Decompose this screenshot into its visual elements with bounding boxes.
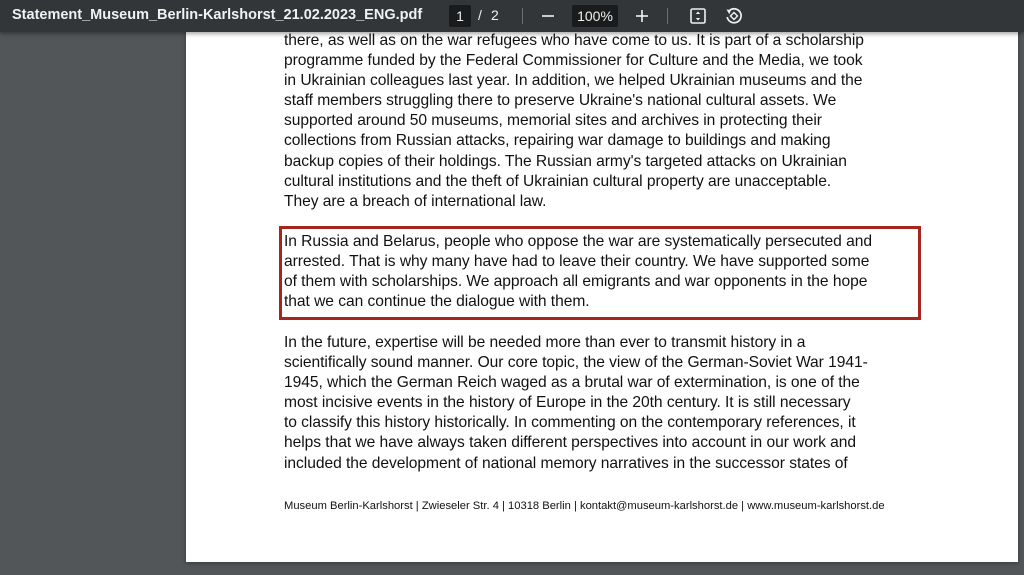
zoom-in-icon	[635, 9, 649, 23]
text-line: scientifically sound manner. Our core topic, the view of the German-Soviet War 1941-	[284, 354, 868, 372]
zoom-out-icon	[541, 9, 555, 23]
page-footer: Museum Berlin-Karlshorst | Zwieseler Str. 4 | 10318 Berlin | kontakt@museum-karlshorst.de | www.museum-karlshorst.de	[284, 500, 885, 512]
page-number-input[interactable]: 1	[449, 5, 471, 27]
rotate-icon	[724, 6, 744, 26]
pdf-page	[186, 0, 1018, 562]
paragraph-top	[284, 31, 924, 212]
page-separator: /	[478, 7, 482, 23]
text-line: programme funded by the Federal Commissioner for Culture and the Media, we took	[284, 52, 863, 70]
zoom-in-button[interactable]	[630, 4, 654, 28]
text-line: staff members struggling there to preserve Ukraine's national cultural assets. We	[284, 92, 837, 110]
text-line: supported around 50 museums, memorial sites and archives in protecting their	[284, 112, 822, 130]
text-line: backup copies of their holdings. The Russian army's targeted attacks on Ukrainian	[284, 152, 847, 170]
text-line: In Russia and Belarus, people who oppose the war are systematically persecuted and	[284, 233, 872, 250]
text-line: arrested. That is why many have had to leave their country. We have supported some	[284, 253, 870, 271]
text-line: collections from Russian attacks, repairing war damage to buildings and making	[284, 132, 831, 150]
page-total: 2	[491, 7, 499, 23]
paragraph-highlighted	[284, 232, 924, 312]
text-line: to classify this history historically. In commenting on the contemporary references, it	[284, 414, 856, 432]
text-line: most incisive events in the history of Europe in the 20th century. It is still necessary	[284, 394, 851, 412]
text-line: that we can continue the dialogue with them.	[284, 293, 590, 311]
paragraph-bottom	[284, 333, 924, 474]
text-line: there, as well as on the war refugees who have come to us. It is part of a scholarship	[284, 32, 864, 49]
pdf-toolbar	[0, 0, 1024, 32]
document-title: Statement_Museum_Berlin-Karlshorst_21.02.2023_ENG.pdf	[12, 7, 423, 23]
text-line: included the development of national memory narratives in the successor states of	[284, 454, 848, 472]
text-line: in Ukrainian colleagues last year. In addition, we helped Ukrainian museums and the	[284, 72, 863, 90]
text-line: 1945, which the German Reich waged as a brutal war of extermination, is one of the	[284, 374, 860, 392]
toolbar-divider	[667, 8, 668, 24]
fit-to-page-icon	[689, 7, 707, 25]
zoom-out-button[interactable]	[536, 4, 560, 28]
text-line: of them with scholarships. We approach all emigrants and war opponents in the hope	[284, 273, 868, 291]
text-line: In the future, expertise will be needed more than ever to transmit history in a	[284, 334, 806, 351]
text-line: cultural institutions and the theft of Ukrainian cultural property are unacceptable.	[284, 172, 832, 190]
rotate-button[interactable]	[722, 4, 746, 28]
zoom-level-input[interactable]: 100%	[572, 5, 618, 27]
text-line: helps that we have always taken different perspectives into account in our work and	[284, 434, 856, 452]
toolbar-divider	[522, 8, 523, 24]
fit-to-page-button[interactable]	[686, 4, 710, 28]
text-line: They are a breach of international law.	[284, 192, 547, 210]
